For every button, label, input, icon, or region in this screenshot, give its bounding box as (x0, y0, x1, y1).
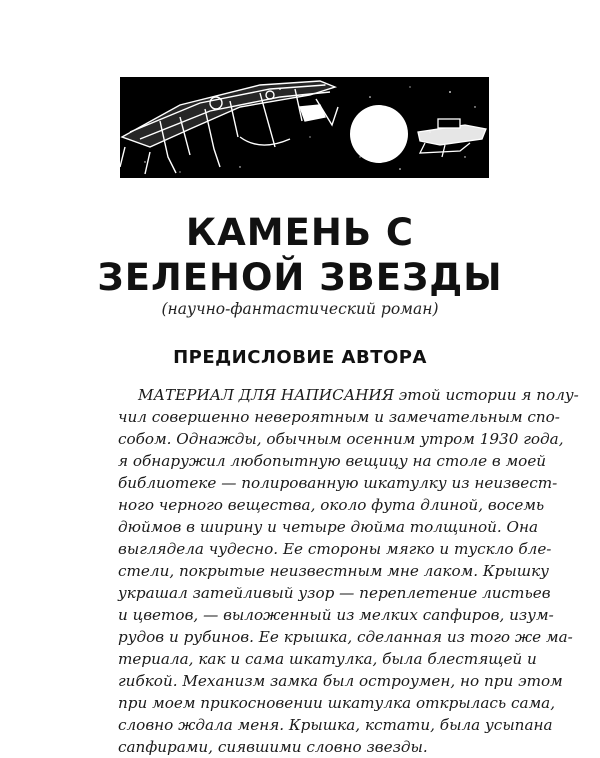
body-line: выглядела чудесно. Ее стороны мягко и тускло бле- (118, 540, 552, 558)
body-text (118, 384, 579, 758)
section-heading: ПРЕДИСЛОВИЕ АВТОРА (173, 347, 427, 368)
body-line: украшал затейливый узор — переплетение листьев (118, 584, 551, 602)
body-line: при моем прикосновении шкатулка открылась сама, (118, 694, 556, 712)
body-line: я обнаружил любопытную вещицу на столе в моей (118, 452, 547, 470)
body-line: сапфирами, сиявшими словно звезды. (118, 738, 428, 756)
subtitle: (научно-фантастический роман) (161, 300, 439, 318)
body-line: ного черного вещества, около фута длиной, восемь (118, 496, 545, 514)
book-title-line-1: КАМЕНЬ С (185, 211, 415, 254)
body-line: собом. Однажды, обычным осенним утром 1930 года, (118, 430, 564, 448)
moon (350, 105, 408, 163)
body-line: МАТЕРИАЛ ДЛЯ НАПИСАНИЯ этой истории я полу- (138, 386, 579, 404)
body-line: рудов и рубинов. Ее крышка, сделанная из того же ма- (118, 628, 573, 646)
body-line: и цветов, — выложенный из мелких сапфиров, изум- (118, 606, 554, 624)
body-line: стели, покрытые неизвестным мне лаком. Крышку (118, 562, 549, 580)
body-line: териала, как и сама шкатулка, была блестящей и (118, 650, 537, 668)
body-line: гибкой. Механизм замка был остроумен, но при этом (118, 672, 563, 690)
book-title-line-2: ЗЕЛЕНОЙ ЗВЕЗДЫ (97, 256, 503, 299)
body-line: чил совершенно невероятным и замечательным спо- (118, 408, 560, 426)
body-line: дюймов в ширину и четыре дюйма толщиной. Она (118, 518, 539, 536)
body-line: библиотеке — полированную шкатулку из неизвест- (118, 474, 558, 492)
spaceship-scene (120, 77, 489, 178)
body-line: словно ждала меня. Крышка, кстати, была усыпана (118, 716, 553, 734)
space-illustration (120, 77, 489, 178)
